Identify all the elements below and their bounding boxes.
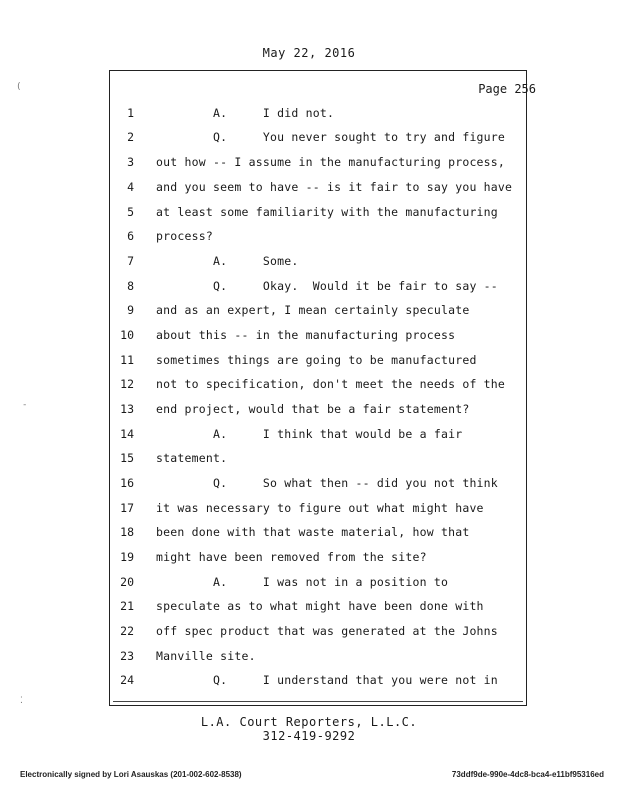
line-text: A. I did not. xyxy=(156,106,335,120)
line-number: 10 xyxy=(120,328,134,342)
line-number: 13 xyxy=(120,402,134,416)
line-number: 6 xyxy=(127,229,134,243)
line-number: 7 xyxy=(127,254,134,268)
line-text: it was necessary to figure out what might have xyxy=(156,501,484,515)
line-text: A. I was not in a position to xyxy=(156,575,449,589)
line-number: 1 xyxy=(127,106,134,120)
line-text: A. Some. xyxy=(156,254,299,268)
line-text: off spec product that was generated at the Johns xyxy=(156,624,498,638)
document-id: 73ddf9de-990e-4dc8-bca4-e11bf95316ed xyxy=(451,770,604,779)
line-number: 2 xyxy=(127,130,134,144)
line-text: at least some familiarity with the manufacturing xyxy=(156,205,498,219)
line-number: 19 xyxy=(120,550,134,564)
line-text: out how -- I assume in the manufacturing process, xyxy=(156,155,506,169)
line-text: Q. So what then -- did you not think xyxy=(156,476,498,490)
line-text: speculate as to what might have been done with xyxy=(156,599,484,613)
reporter-phone: 312-419-9292 xyxy=(262,729,356,743)
electronic-signature-notice: Electronically signed by Lori Asauskas (201-002-602-8538) xyxy=(20,770,242,779)
line-text: Q. I understand that you were not in xyxy=(156,673,498,687)
page-number: Page 256 xyxy=(478,82,536,96)
header-date: May 22, 2016 xyxy=(262,46,356,60)
line-number: 20 xyxy=(120,575,134,589)
scan-speck: ( xyxy=(16,82,22,92)
line-text: Q. You never sought to try and figure xyxy=(156,130,506,144)
line-number: 22 xyxy=(120,624,134,638)
line-text: and you seem to have -- is it fair to say you have xyxy=(156,180,513,194)
line-number: 4 xyxy=(127,180,134,194)
line-text: been done with that waste material, how that xyxy=(156,525,470,539)
line-text: A. I think that would be a fair xyxy=(156,427,463,441)
line-text: might have been removed from the site? xyxy=(156,550,427,564)
line-number: 21 xyxy=(120,599,134,613)
line-number: 18 xyxy=(120,525,134,539)
line-text: and as an expert, I mean certainly speculate xyxy=(156,303,470,317)
line-text: sometimes things are going to be manufactured xyxy=(156,353,477,367)
line-number: 8 xyxy=(127,279,134,293)
line-number: 24 xyxy=(120,673,134,687)
line-number: 9 xyxy=(127,303,134,317)
scan-speck: ⁚ xyxy=(20,696,23,706)
line-text: end project, would that be a fair statement? xyxy=(156,402,470,416)
line-text: Q. Okay. Would it be fair to say -- xyxy=(156,279,498,293)
line-number: 15 xyxy=(120,451,134,465)
line-text: not to specification, don't meet the needs of the xyxy=(156,377,506,391)
line-number: 23 xyxy=(120,649,134,663)
line-text: process? xyxy=(156,229,213,243)
line-number: 11 xyxy=(120,353,134,367)
line-text: statement. xyxy=(156,451,228,465)
reporter-company: L.A. Court Reporters, L.L.C. xyxy=(200,715,418,729)
scan-speck: - xyxy=(22,400,28,410)
line-number: 17 xyxy=(120,501,134,515)
line-number: 3 xyxy=(127,155,134,169)
line-number: 14 xyxy=(120,427,134,441)
line-number: 16 xyxy=(120,476,134,490)
line-text: Manville site. xyxy=(156,649,256,663)
line-text: about this -- in the manufacturing process xyxy=(156,328,456,342)
line-number: 12 xyxy=(120,377,134,391)
line-number: 5 xyxy=(127,205,134,219)
